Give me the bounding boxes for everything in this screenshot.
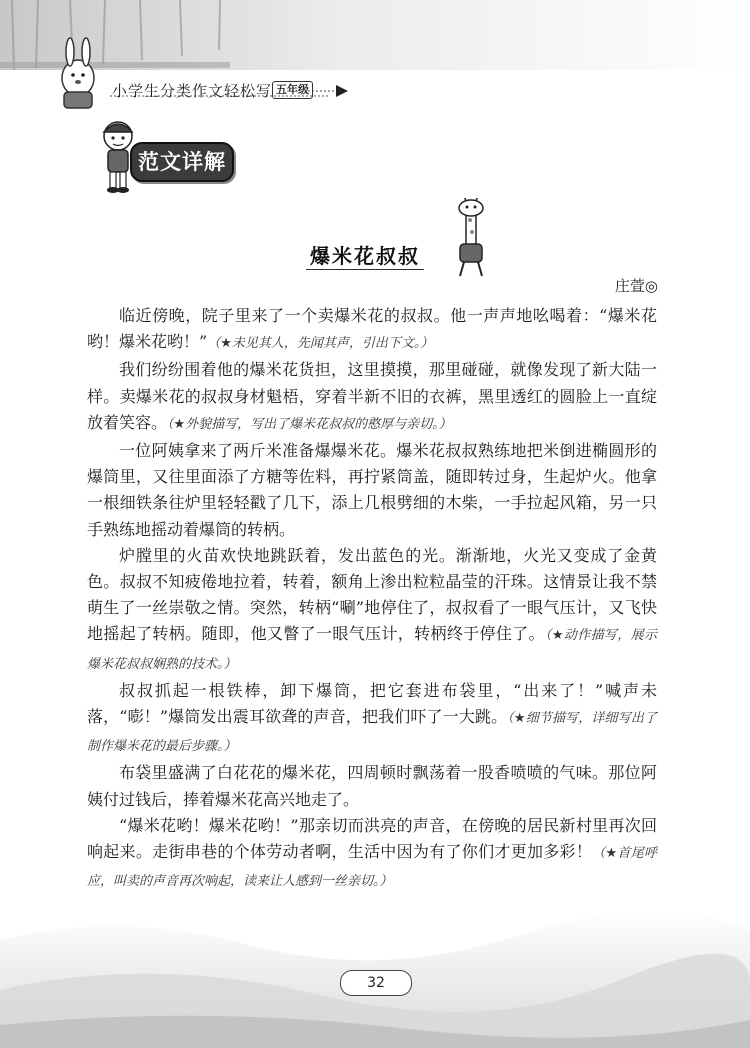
section-heading: 范文详解 — [130, 142, 234, 182]
paragraph: 一位阿姨拿来了两斤米准备爆爆米花。爆米花叔叔熟练地把米倒进椭圆形的爆筒里，又往里面添了方糖等佐料，再拧紧筒盖，随即转过身，生起炉火。他拿一根细铁条往炉里轻轻戳了几下，添上几根劈细的木柴，一手拉起风箱，另一只手熟练地摇动着爆筒的转柄。 — [87, 441, 657, 539]
grade-badge: 五年级 — [272, 81, 313, 99]
page-number: 32 — [340, 970, 412, 996]
annotation: （★细节描写，详细写出了制作爆米花的最后步骤。） — [87, 711, 657, 755]
article-title: 爆米花叔叔 — [310, 244, 420, 268]
annotation: （★动作描写，展示爆米花叔叔娴熟的技术。） — [87, 628, 657, 672]
giraffe-mascot-icon — [448, 198, 494, 278]
paragraph: 布袋里盛满了白花花的爆米花，四周顿时飘荡着一股香喷喷的气味。那位阿姨付过钱后，捧着爆米花高兴地走了。 — [87, 763, 657, 809]
annotation: （★外貌描写，写出了爆米花叔叔的憨厚与亲切。） — [167, 416, 452, 432]
paragraph: 叔叔抓起一根铁棒，卸下爆筒，把它套进布袋里，“出来了！”喊声未落，“嘭！”爆筒发出震耳欲聋的声音，把我们吓了一大跳。（★细节描写，详细写出了制作爆米花的最后步骤。） — [87, 680, 657, 755]
author-name: 庄萱◎ — [614, 277, 658, 295]
title-underline — [306, 269, 424, 270]
paragraph: 我们纷纷围着他的爆米花货担，这里摸摸，那里碰碰，就像发现了新大陆一样。卖爆米花的叔叔身材魁梧，穿着半新不旧的衣裤，黑里透红的圆脸上一直绽放着笑容。（★外貌描写，写出了爆米花叔叔的憨厚与亲切。） — [87, 360, 657, 432]
book-title: 小学生分类作文轻松写 — [112, 82, 273, 100]
annotation: （★未见其人，先闻其声，引出下文。） — [207, 336, 434, 352]
paragraph: 临近傍晚，院子里来了一个卖爆米花的叔叔。他一声声地吆喝着：“爆米花哟！爆米花哟！”（★未见其人，先闻其声，引出下文。） — [87, 306, 657, 352]
article-body — [87, 303, 657, 895]
paragraph: “爆米花哟！爆米花哟！”那亲切而洪亮的声音，在傍晚的居民新村里再次回响起来。走街串巷的个体劳动者啊，生活中因为有了你们才更加多彩！（★首尾呼应，叫卖的声音再次响起，读来让人感到一丝亲切。） — [87, 815, 657, 890]
annotation: （★首尾呼应，叫卖的声音再次响起，读来让人感到一丝亲切。） — [87, 846, 657, 890]
arrow-right-icon — [308, 84, 348, 98]
paragraph: 炉膛里的火苗欢快地跳跃着，发出蓝色的光。渐渐地，火光又变成了金黄色。叔叔不知疲倦地拉着，转着，额角上渗出粒粒晶莹的汗珠。这情景让我不禁萌生了一丝崇敬之情。突然，转柄“唰”地停住了，叔叔看了一眼气压计，又飞快地摇起了转柄。随即，他又瞥了一眼气压计，转柄终于停住了。（★动作描写，展示爆米花叔叔娴熟的技术。） — [87, 545, 657, 672]
